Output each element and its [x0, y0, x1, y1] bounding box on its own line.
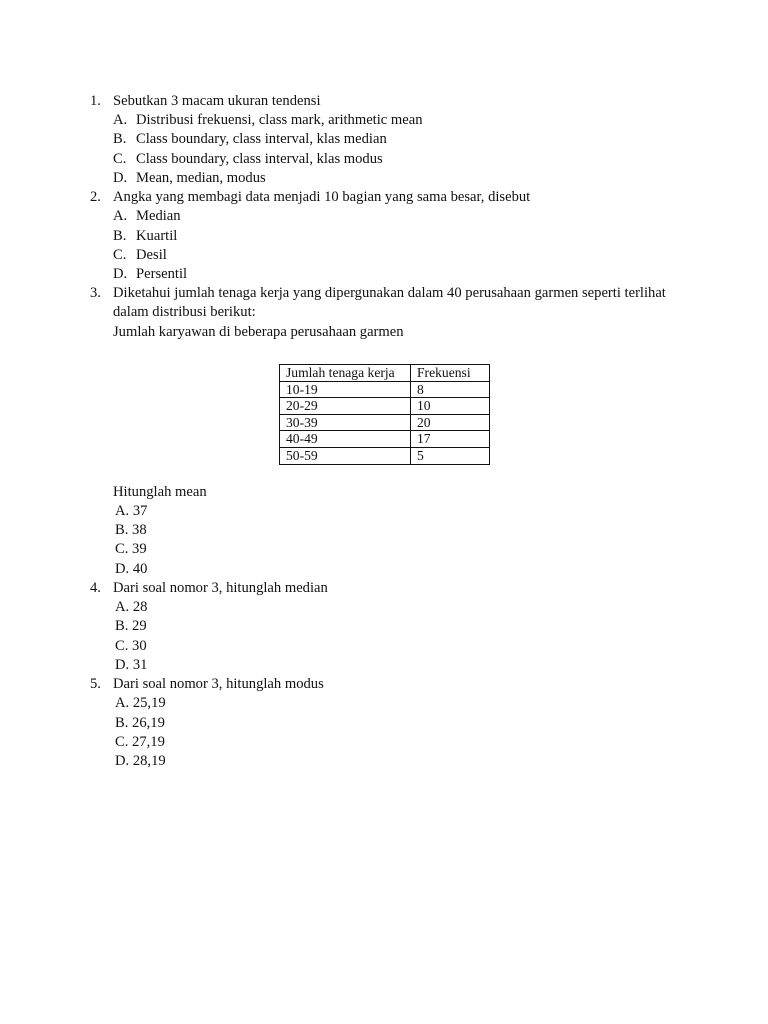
question-4-text: Dari soal nomor 3, hitunglah median — [113, 580, 328, 596]
question-1-option-d-letter: D. — [113, 170, 128, 186]
table-cell: 30-39 — [280, 414, 411, 431]
question-1-option-c-letter: C. — [113, 151, 127, 167]
table-header-cell: Frekuensi — [411, 365, 490, 382]
question-3-option-d: D. 40 — [115, 561, 148, 577]
question-2-option-a-text: Median — [136, 208, 181, 224]
table-cell: 20 — [411, 414, 490, 431]
question-4-option-d: D. 31 — [115, 657, 148, 673]
table-cell: 17 — [411, 431, 490, 448]
question-1-option-a-letter: A. — [113, 112, 128, 128]
question-3-option-a: A. 37 — [115, 503, 148, 519]
question-5-option-a: A. 25,19 — [115, 695, 166, 711]
question-1-option-b-text: Class boundary, class interval, klas median — [136, 131, 387, 147]
question-3-option-c: C. 39 — [115, 541, 147, 557]
question-1-option-d-text: Mean, median, modus — [136, 170, 266, 186]
question-3-prompt: Hitunglah mean — [113, 484, 207, 500]
question-4-option-b: B. 29 — [115, 618, 147, 634]
table-cell: 20-29 — [280, 398, 411, 415]
question-2-option-b-letter: B. — [113, 228, 127, 244]
question-5-option-c: C. 27,19 — [115, 734, 165, 750]
question-4-option-a: A. 28 — [115, 599, 148, 615]
question-2-option-b-text: Kuartil — [136, 228, 178, 244]
question-1-option-b-letter: B. — [113, 131, 127, 147]
question-2-option-c-letter: C. — [113, 247, 127, 263]
table-cell: 10-19 — [280, 381, 411, 398]
table-header-cell: Jumlah tenaga kerja — [280, 365, 411, 382]
frequency-table — [279, 364, 490, 465]
question-5-number: 5. — [90, 676, 101, 692]
table-row — [280, 398, 490, 415]
question-3-table-caption: Jumlah karyawan di beberapa perusahaan garmen — [113, 324, 404, 340]
question-4-number: 4. — [90, 580, 101, 596]
question-2-option-d-text: Persentil — [136, 266, 188, 282]
table-header-row — [280, 365, 490, 382]
table-cell: 5 — [411, 447, 490, 464]
question-5-text: Dari soal nomor 3, hitunglah modus — [113, 676, 324, 692]
table-cell: 10 — [411, 398, 490, 415]
table-row — [280, 431, 490, 448]
question-2-number: 2. — [90, 189, 101, 205]
question-4-option-c: C. 30 — [115, 638, 147, 654]
table-row — [280, 414, 490, 431]
table-cell: 8 — [411, 381, 490, 398]
question-3-number: 3. — [90, 285, 101, 301]
table-cell: 40-49 — [280, 431, 411, 448]
question-5-option-b: B. 26,19 — [115, 715, 165, 731]
question-2-option-d-letter: D. — [113, 266, 128, 282]
table-cell: 50-59 — [280, 447, 411, 464]
question-2-option-c-text: Desil — [136, 247, 167, 263]
question-1-number: 1. — [90, 93, 101, 109]
question-1-text: Sebutkan 3 macam ukuran tendensi — [113, 93, 321, 109]
question-3-text-line-1: Diketahui jumlah tenaga kerja yang dipergunakan dalam 40 perusahaan garmen seperti terlihat — [113, 285, 666, 301]
question-3-option-b: B. 38 — [115, 522, 147, 538]
question-1-option-a-text: Distribusi frekuensi, class mark, arithmetic mean — [136, 112, 423, 128]
question-3-text-line-2: dalam distribusi berikut: — [113, 304, 256, 320]
question-5-option-d: D. 28,19 — [115, 753, 166, 769]
question-1-option-c-text: Class boundary, class interval, klas modus — [136, 151, 383, 167]
table-row — [280, 381, 490, 398]
question-2-text: Angka yang membagi data menjadi 10 bagian yang sama besar, disebut — [113, 189, 531, 205]
table-row — [280, 447, 490, 464]
question-2-option-a-letter: A. — [113, 208, 128, 224]
